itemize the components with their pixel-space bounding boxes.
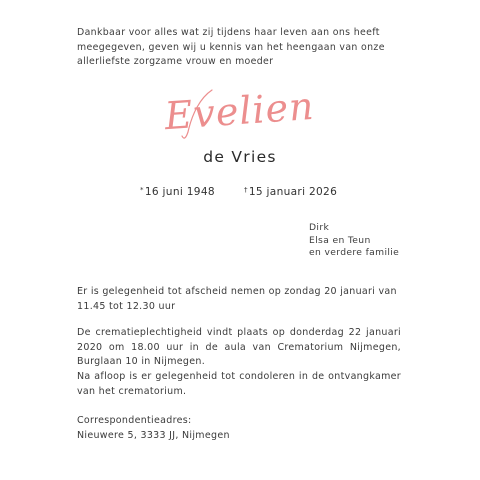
aftercare-text: Na afloop is er gelegenheid tot condoleren in de ontvangkamer van het crematorium. [77, 371, 401, 397]
correspondence-label: Correspondentieadres: [77, 415, 192, 426]
death-date: 15 januari 2026 [248, 186, 338, 198]
correspondence-address: Nieuwere 5, 3333 JJ, Nijmegen [77, 429, 230, 441]
first-name: Evelien [163, 83, 316, 139]
ceremony-text: De crematieplechtigheid vindt plaats op donderdag 22 januari 2020 om 18.00 uur in de aula van Crematorium Nijmegen, Burglaan 10 in Nijmegen. [77, 327, 401, 368]
family-member: Elsa en Teun [309, 234, 371, 246]
correspondence-block [77, 414, 401, 443]
death-symbol: † [244, 186, 248, 194]
farewell-text: Er is gelegenheid tot afscheid nemen op zondag 20 januari van 11.45 tot 12.30 uur [77, 286, 397, 312]
surname: de Vries [203, 148, 277, 166]
birth-symbol: * [140, 186, 144, 194]
birth-date: 16 juni 1948 [144, 186, 215, 198]
birth-date-line [140, 186, 215, 198]
death-date-line [244, 186, 337, 198]
family-signatures [309, 222, 399, 260]
family-member: Dirk [309, 222, 330, 233]
first-name-script [140, 78, 340, 144]
intro-text: Dankbaar voor alles wat zij tijdens haar leven aan ons heeft meegegeven, geven wij u kennis van het heengaan van onze allerliefste zorgzame vrouw en moeder [77, 27, 385, 68]
family-member: en verdere familie [309, 247, 400, 259]
